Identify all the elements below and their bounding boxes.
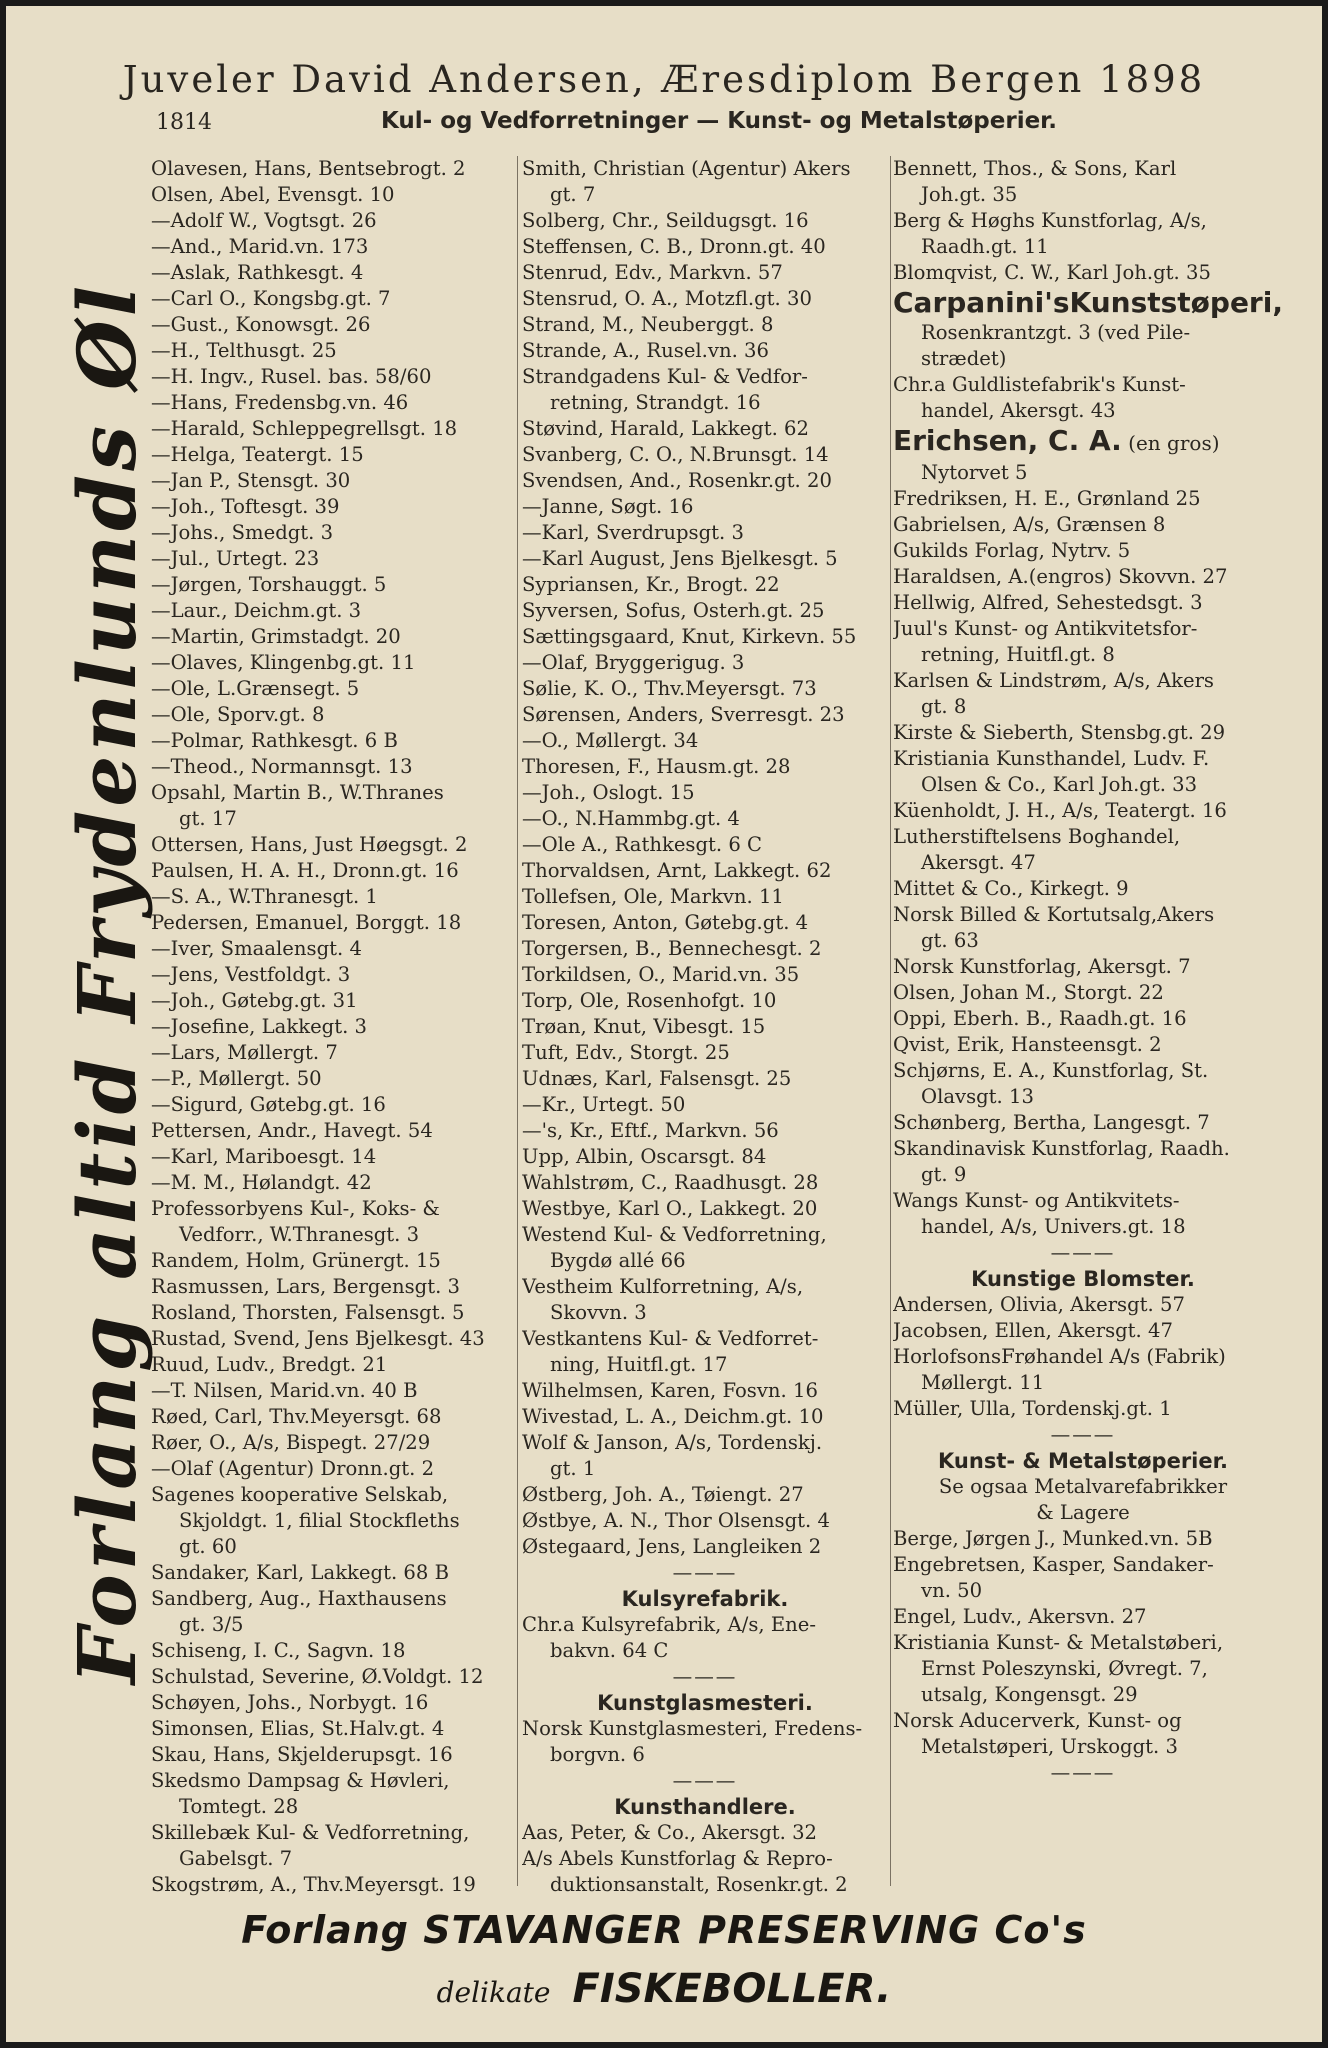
- listing-entry: —Carl O., Kongsbg.gt. 7: [151, 287, 391, 310]
- listing-entry: Berg & Høghs Kunstforlag, A/s,: [893, 209, 1207, 232]
- listing-entry: Müller, Ulla, Tordenskj.gt. 1: [893, 1397, 1172, 1420]
- column-divider: [517, 156, 518, 1886]
- listing-entry: Berge, Jørgen J., Munked.vn. 5B: [893, 1527, 1213, 1550]
- listing-continuation: handel, Akersgt. 43: [921, 399, 1116, 422]
- listing-entry: Mittet & Co., Kirkegt. 9: [893, 877, 1129, 900]
- section-separator: ———: [1050, 1423, 1116, 1446]
- listing-entry: Schønberg, Bertha, Langesgt. 7: [893, 1111, 1210, 1134]
- listing-entry: —Hans, Fredensbg.vn. 46: [151, 391, 409, 414]
- listing-entry: Sypriansen, Kr., Brogt. 22: [522, 573, 780, 596]
- listing-continuation: Metalstøperi, Urskoggt. 3: [921, 1735, 1178, 1758]
- listing-entry: Schøyen, Johs., Norbygt. 16: [151, 1691, 429, 1714]
- listing-entry: Østegaard, Jens, Langleiken 2: [522, 1535, 822, 1558]
- bottom-advertisement-line-1: Forlang STAVANGER PRESERVING Co's: [241, 1908, 1087, 1952]
- listing-entry: Tollefsen, Ole, Markvn. 11: [522, 885, 784, 908]
- listing-entry: Syversen, Sofus, Osterh.gt. 25: [522, 599, 825, 622]
- listing-entry: Stensrud, O. A., Motzfl.gt. 30: [522, 287, 812, 310]
- side-advertisement: Forlang altid Frydenlunds Øl: [60, 281, 154, 1685]
- listing-entry: Engebretsen, Kasper, Sandaker-: [893, 1553, 1214, 1576]
- listing-entry: —Joh., Toftesgt. 39: [151, 495, 340, 518]
- listing-entry: Aas, Peter, & Co., Akersgt. 32: [522, 1821, 818, 1844]
- listing-entry: Ruud, Ludv., Bredgt. 21: [151, 1353, 388, 1376]
- listing-continuation: utsalg, Kongensgt. 29: [921, 1683, 1138, 1706]
- section-note: Se ogsaa Metalvarefabrikker: [938, 1475, 1228, 1498]
- listing-entry: —Jul., Urtegt. 23: [151, 547, 320, 570]
- section-separator: ———: [1050, 1241, 1116, 1264]
- listing-continuation: Bygdø allé 66: [550, 1249, 686, 1272]
- listing-entry: —Laur., Deichm.gt. 3: [151, 599, 362, 622]
- listing-entry: A/s Abels Kunstforlag & Repro-: [522, 1847, 833, 1870]
- listing-entry: —H. Ingv., Rusel. bas. 58/60: [151, 365, 432, 388]
- listing-entry: Andersen, Olivia, Akersgt. 57: [893, 1293, 1185, 1316]
- listing-entry: Tuft, Edv., Storgt. 25: [522, 1041, 730, 1064]
- listing-entry: Olsen, Johan M., Storgt. 22: [893, 981, 1164, 1004]
- listing-entry: Skau, Hans, Skjelderupsgt. 16: [151, 1743, 453, 1766]
- listing-continuation: gt. 63: [921, 929, 979, 952]
- featured-listing: [893, 424, 1273, 460]
- listing-entry: —Joh., Gøtebg.gt. 31: [151, 989, 358, 1012]
- listing-entry: Qvist, Erik, Hansteensgt. 2: [893, 1033, 1162, 1056]
- listing-entry: —Ole, Sporv.gt. 8: [151, 703, 325, 726]
- listing-entry: —Iver, Smaalensgt. 4: [151, 937, 362, 960]
- listing-entry: —M. M., Hølandgt. 42: [151, 1171, 372, 1194]
- featured-listing: [893, 286, 1283, 320]
- bottom-advertisement-large-text: FISKEBOLLER.: [572, 1966, 892, 2012]
- section-note: & Lagere: [1036, 1501, 1130, 1524]
- listing-continuation: Skovvn. 3: [550, 1301, 647, 1324]
- listing-continuation: Joh.gt. 35: [921, 183, 1018, 206]
- listing-entry: Pedersen, Emanuel, Borggt. 18: [151, 911, 462, 934]
- listing-entry: —Ole A., Rathkesgt. 6 C: [522, 833, 763, 856]
- listing-continuation: gt. 60: [179, 1535, 237, 1558]
- listing-entry: Norsk Kunstforlag, Akersgt. 7: [893, 955, 1191, 978]
- listing-continuation: vn. 50: [921, 1579, 983, 1602]
- listing-entry: Sølie, K. O., Thv.Meyersgt. 73: [522, 677, 817, 700]
- listing-continuation: strædet): [921, 347, 1007, 370]
- listing-entry: Thoresen, F., Hausm.gt. 28: [522, 755, 791, 778]
- listing-entry: —Olaves, Klingenbg.gt. 11: [151, 651, 416, 674]
- listing-entry: Svanberg, C. O., N.Brunsgt. 14: [522, 443, 829, 466]
- listing-entry: Steffensen, C. B., Dronn.gt. 40: [522, 235, 826, 258]
- section-heading: Kunstglasmesteri.: [597, 1691, 813, 1715]
- listing-continuation: Olavsgt. 13: [921, 1085, 1034, 1108]
- listing-entry: Norsk Billed & Kortutsalg,Akers: [893, 903, 1215, 926]
- listing-entry: Schjørns, E. A., Kunstforlag, St.: [893, 1059, 1209, 1082]
- listing-entry: —Olaf (Agentur) Dronn.gt. 2: [151, 1457, 435, 1480]
- listing-entry: Kirste & Sieberth, Stensbg.gt. 29: [893, 721, 1226, 744]
- listing-entry: —S. A., W.Thranesgt. 1: [151, 885, 378, 908]
- section-separator: ———: [1050, 1761, 1116, 1784]
- featured-listing-name: Erichsen, C. A.: [893, 424, 1122, 457]
- section-heading: Kunsthandlere.: [614, 1795, 796, 1819]
- listing-entry: Østberg, Joh. A., Tøiengt. 27: [522, 1483, 804, 1506]
- listing-entry: —H., Telthusgt. 25: [151, 339, 337, 362]
- listing-entry: Udnæs, Karl, Falsensgt. 25: [522, 1067, 792, 1090]
- listing-entry: Rasmussen, Lars, Bergensgt. 3: [151, 1275, 461, 1298]
- listing-entry: Thorvaldsen, Arnt, Lakkegt. 62: [522, 859, 832, 882]
- listing-entry: Svendsen, And., Rosenkr.gt. 20: [522, 469, 832, 492]
- listing-entry: Engel, Ludv., Akersvn. 27: [893, 1605, 1147, 1628]
- listing-entry: —Helga, Teatergt. 15: [151, 443, 364, 466]
- listing-entry: Chr.a Kulsyrefabrik, A/s, Ene-: [522, 1613, 816, 1636]
- listing-continuation: Ernst Poleszynski, Øvregt. 7,: [921, 1657, 1208, 1680]
- listing-entry: —Karl, Mariboesgt. 14: [151, 1145, 377, 1168]
- listing-entry: Küenholdt, J. H., A/s, Teatergt. 16: [893, 799, 1227, 822]
- listing-entry: Paulsen, H. A. H., Dronn.gt. 16: [151, 859, 459, 882]
- listing-entry: Sandaker, Karl, Lakkegt. 68 B: [151, 1561, 449, 1584]
- listing-entry: —And., Marid.vn. 173: [151, 235, 369, 258]
- listing-entry: Rustad, Svend, Jens Bjelkesgt. 43: [151, 1327, 485, 1350]
- listing-continuation: Rosenkrantzgt. 3 (ved Pile-: [921, 321, 1191, 344]
- listing-entry: Wolf & Janson, A/s, Tordenskj.: [522, 1431, 823, 1454]
- listing-entry: —Jens, Vestfoldgt. 3: [151, 963, 351, 986]
- listing-entry: —Karl August, Jens Bjelkesgt. 5: [522, 547, 838, 570]
- listing-entry: Schulstad, Severine, Ø.Voldgt. 12: [151, 1665, 484, 1688]
- bottom-advertisement-line-2: [6, 1966, 1322, 2012]
- listing-entry: Wivestad, L. A., Deichm.gt. 10: [522, 1405, 824, 1428]
- listing-entry: HorlofsonsFrøhandel A/s (Fabrik): [893, 1345, 1226, 1368]
- listing-continuation: Nytorvet 5: [921, 461, 1028, 484]
- listing-continuation: ning, Huitfl.gt. 17: [550, 1353, 728, 1376]
- listing-continuation: handel, A/s, Univers.gt. 18: [921, 1215, 1186, 1238]
- listing-entry: —Jørgen, Torshauggt. 5: [151, 573, 387, 596]
- listing-continuation: Olsen & Co., Karl Joh.gt. 33: [921, 773, 1198, 796]
- listing-entry: Skillebæk Kul- & Vedforretning,: [151, 1821, 470, 1844]
- listing-entry: Trøan, Knut, Vibesgt. 15: [522, 1015, 766, 1038]
- listing-entry: Wangs Kunst- og Antikvitets-: [893, 1189, 1180, 1212]
- listing-entry: —Karl, Sverdrupsgt. 3: [522, 521, 744, 544]
- listing-entry: —Gust., Konowsgt. 26: [151, 313, 371, 336]
- section-separator: ———: [672, 1665, 738, 1688]
- listing-entry: Olsen, Abel, Evensgt. 10: [151, 183, 395, 206]
- listing-entry: Sandberg, Aug., Haxthausens: [151, 1587, 447, 1610]
- listing-entry: —Kr., Urtegt. 50: [522, 1093, 686, 1116]
- listing-entry: Østbye, A. N., Thor Olsensgt. 4: [522, 1509, 830, 1532]
- listing-entry: Blomqvist, C. W., Karl Joh.gt. 35: [893, 261, 1211, 284]
- listing-entry: Strandgadens Kul- & Vedfor-: [522, 365, 808, 388]
- listing-continuation: gt. 9: [921, 1163, 967, 1186]
- listing-continuation: Gabelsgt. 7: [179, 1847, 293, 1870]
- listing-entry: Vestheim Kulforretning, A/s,: [522, 1275, 804, 1298]
- listing-entry: Lutherstiftelsens Boghandel,: [893, 825, 1181, 848]
- listing-entry: Skedsmo Dampsag & Høvleri,: [151, 1769, 450, 1792]
- listing-entry: —Olaf, Bryggerigug. 3: [522, 651, 745, 674]
- listing-column-3: [893, 156, 1283, 1886]
- running-head: Kul- og Vedforretninger — Kunst- og Metalstøperier.: [381, 108, 1057, 134]
- listing-entry: Jacobsen, Ellen, Akersgt. 47: [893, 1319, 1173, 1342]
- listing-continuation: gt. 8: [921, 695, 967, 718]
- listing-entry: Norsk Kunstglasmesteri, Fredens-: [522, 1717, 863, 1740]
- listing-entry: —Polmar, Rathkesgt. 6 B: [151, 729, 398, 752]
- listing-continuation: bakvn. 64 C: [550, 1639, 669, 1662]
- section-separator: ———: [672, 1769, 738, 1792]
- page-number: 1814: [156, 110, 212, 135]
- listing-continuation: borgvn. 6: [550, 1743, 645, 1766]
- listing-entry: Fredriksen, H. E., Grønland 25: [893, 487, 1201, 510]
- listing-entry: —Adolf W., Vogtsgt. 26: [151, 209, 377, 232]
- listing-entry: Professorbyens Kul-, Koks- &: [151, 1197, 440, 1220]
- column-divider: [890, 156, 891, 1886]
- listing-entry: Strand, M., Neuberggt. 8: [522, 313, 774, 336]
- listing-continuation: gt. 17: [179, 807, 237, 830]
- listing-entry: Chr.a Guldlistefabrik's Kunst-: [893, 373, 1186, 396]
- listing-entry: Haraldsen, A.(engros) Skovvn. 27: [893, 565, 1228, 588]
- listing-entry: —Lars, Møllergt. 7: [151, 1041, 338, 1064]
- listing-entry: Røer, O., A/s, Bispegt. 27/29: [151, 1431, 431, 1454]
- listing-entry: —P., Møllergt. 50: [151, 1067, 322, 1090]
- listing-entry: Schiseng, I. C., Sagvn. 18: [151, 1639, 406, 1662]
- listing-entry: —Theod., Normannsgt. 13: [151, 755, 413, 778]
- listing-entry: —Martin, Grimstadgt. 20: [151, 625, 401, 648]
- listing-entry: Støvind, Harald, Lakkegt. 62: [522, 417, 809, 440]
- listing-entry: Skandinavisk Kunstforlag, Raadh.: [893, 1137, 1230, 1160]
- listing-entry: Olavesen, Hans, Bentsebrogt. 2: [151, 157, 466, 180]
- top-advertisement: Juveler David Andersen, Æresdiplom Bergen 1898: [122, 58, 1206, 101]
- directory-page: [6, 6, 1322, 2042]
- listing-continuation: gt. 3/5: [179, 1613, 244, 1636]
- listing-entry: Simonsen, Elias, St.Halv.gt. 4: [151, 1717, 445, 1740]
- listing-entry: —Joh., Oslogt. 15: [522, 781, 695, 804]
- listing-continuation: gt. 7: [550, 183, 596, 206]
- listing-entry: Hellwig, Alfred, Sehestedsgt. 3: [893, 591, 1203, 614]
- section-heading: Kunstige Blomster.: [971, 1267, 1195, 1291]
- listing-column-2: [522, 156, 888, 1896]
- listing-entry: Rosland, Thorsten, Falsensgt. 5: [151, 1301, 465, 1324]
- listing-entry: Sættingsgaard, Knut, Kirkevn. 55: [522, 625, 857, 648]
- listing-entry: Westend Kul- & Vedforretning,: [522, 1223, 827, 1246]
- listing-entry: Toresen, Anton, Gøtebg.gt. 4: [522, 911, 809, 934]
- listing-continuation: Raadh.gt. 11: [921, 235, 1049, 258]
- section-heading: Kulsyrefabrik.: [621, 1587, 789, 1611]
- listing-entry: Norsk Aducerverk, Kunst- og: [893, 1709, 1182, 1732]
- listing-entry: Sørensen, Anders, Sverresgt. 23: [522, 703, 845, 726]
- listing-continuation: Skjoldgt. 1, filial Stockfleths: [179, 1509, 460, 1532]
- featured-listing-note: (en gros): [1121, 431, 1220, 455]
- listing-entry: —O., Møllergt. 34: [522, 729, 699, 752]
- listing-entry: —Sigurd, Gøtebg.gt. 16: [151, 1093, 386, 1116]
- listing-entry: Sagenes kooperative Selskab,: [151, 1483, 449, 1506]
- listing-entry: Røed, Carl, Thv.Meyersgt. 68: [151, 1405, 442, 1428]
- listing-entry: Strande, A., Rusel.vn. 36: [522, 339, 769, 362]
- section-heading: Kunst- & Metalstøperier.: [938, 1449, 1228, 1473]
- listing-entry: Randem, Holm, Grünergt. 15: [151, 1249, 441, 1272]
- listing-entry: —Aslak, Rathkesgt. 4: [151, 261, 364, 284]
- listing-entry: Solberg, Chr., Seildugsgt. 16: [522, 209, 809, 232]
- listing-continuation: Tomtegt. 28: [179, 1795, 299, 1818]
- listing-entry: Torgersen, B., Bennechesgt. 2: [522, 937, 822, 960]
- listing-entry: Ottersen, Hans, Just Høegsgt. 2: [151, 833, 468, 856]
- listing-entry: Smith, Christian (Agentur) Akers: [522, 157, 851, 180]
- listing-entry: —'s, Kr., Eftf., Markvn. 56: [522, 1119, 779, 1142]
- listing-entry: Opsahl, Martin B., W.Thranes: [151, 781, 444, 804]
- listing-continuation: Akersgt. 47: [921, 851, 1036, 874]
- listing-entry: Gabrielsen, A/s, Grænsen 8: [893, 513, 1166, 536]
- listing-continuation: gt. 1: [550, 1457, 596, 1480]
- listing-entry: Karlsen & Lindstrøm, A/s, Akers: [893, 669, 1214, 692]
- listing-entry: Kristiania Kunst- & Metalstøberi,: [893, 1631, 1224, 1654]
- listing-entry: Vestkantens Kul- & Vedforret-: [522, 1327, 819, 1350]
- listing-entry: —Harald, Schleppegrellsgt. 18: [151, 417, 458, 440]
- listing-entry: Oppi, Eberh. B., Raadh.gt. 16: [893, 1007, 1187, 1030]
- listing-entry: —Ole, L.Grænsegt. 5: [151, 677, 360, 700]
- listing-entry: Gukilds Forlag, Nytrv. 5: [893, 539, 1131, 562]
- listing-continuation: Møllergt. 11: [921, 1371, 1045, 1394]
- listing-continuation: retning, Huitfl.gt. 8: [921, 643, 1115, 666]
- listing-entry: Juul's Kunst- og Antikvitetsfor-: [893, 617, 1198, 640]
- listing-entry: Wahlstrøm, C., Raadhusgt. 28: [522, 1171, 819, 1194]
- listing-entry: Stenrud, Edv., Markvn. 57: [522, 261, 783, 284]
- listing-entry: Torp, Ole, Rosenhofgt. 10: [522, 989, 777, 1012]
- listing-entry: Pettersen, Andr., Havegt. 54: [151, 1119, 433, 1142]
- listing-continuation: retning, Strandgt. 16: [550, 391, 761, 414]
- featured-listing-name: Carpanini'sKunststøperi,: [893, 286, 1283, 319]
- listing-entry: —O., N.Hammbg.gt. 4: [522, 807, 740, 830]
- listing-entry: —Josefine, Lakkegt. 3: [151, 1015, 368, 1038]
- listing-column-1: [151, 156, 513, 1896]
- listing-entry: Westbye, Karl O., Lakkegt. 20: [522, 1197, 818, 1220]
- listing-entry: Bennett, Thos., & Sons, Karl: [893, 157, 1177, 180]
- listing-entry: Upp, Albin, Oscarsgt. 84: [522, 1145, 767, 1168]
- listing-entry: —Janne, Søgt. 16: [522, 495, 694, 518]
- listing-entry: Wilhelmsen, Karen, Fosvn. 16: [522, 1379, 818, 1402]
- bottom-advertisement-small-text: delikate: [436, 1976, 551, 2009]
- listing-entry: —Johs., Smedgt. 3: [151, 521, 334, 544]
- listing-continuation: Vedforr., W.Thranesgt. 3: [179, 1223, 420, 1246]
- listing-entry: —T. Nilsen, Marid.vn. 40 B: [151, 1379, 418, 1402]
- listing-entry: Torkildsen, O., Marid.vn. 35: [522, 963, 800, 986]
- listing-entry: Kristiania Kunsthandel, Ludv. F.: [893, 747, 1210, 770]
- listing-continuation: duktionsanstalt, Rosenkr.gt. 2: [550, 1873, 848, 1896]
- section-separator: ———: [672, 1561, 738, 1584]
- listing-entry: —Jan P., Stensgt. 30: [151, 469, 351, 492]
- listing-entry: Skogstrøm, A., Thv.Meyersgt. 19: [151, 1873, 476, 1896]
